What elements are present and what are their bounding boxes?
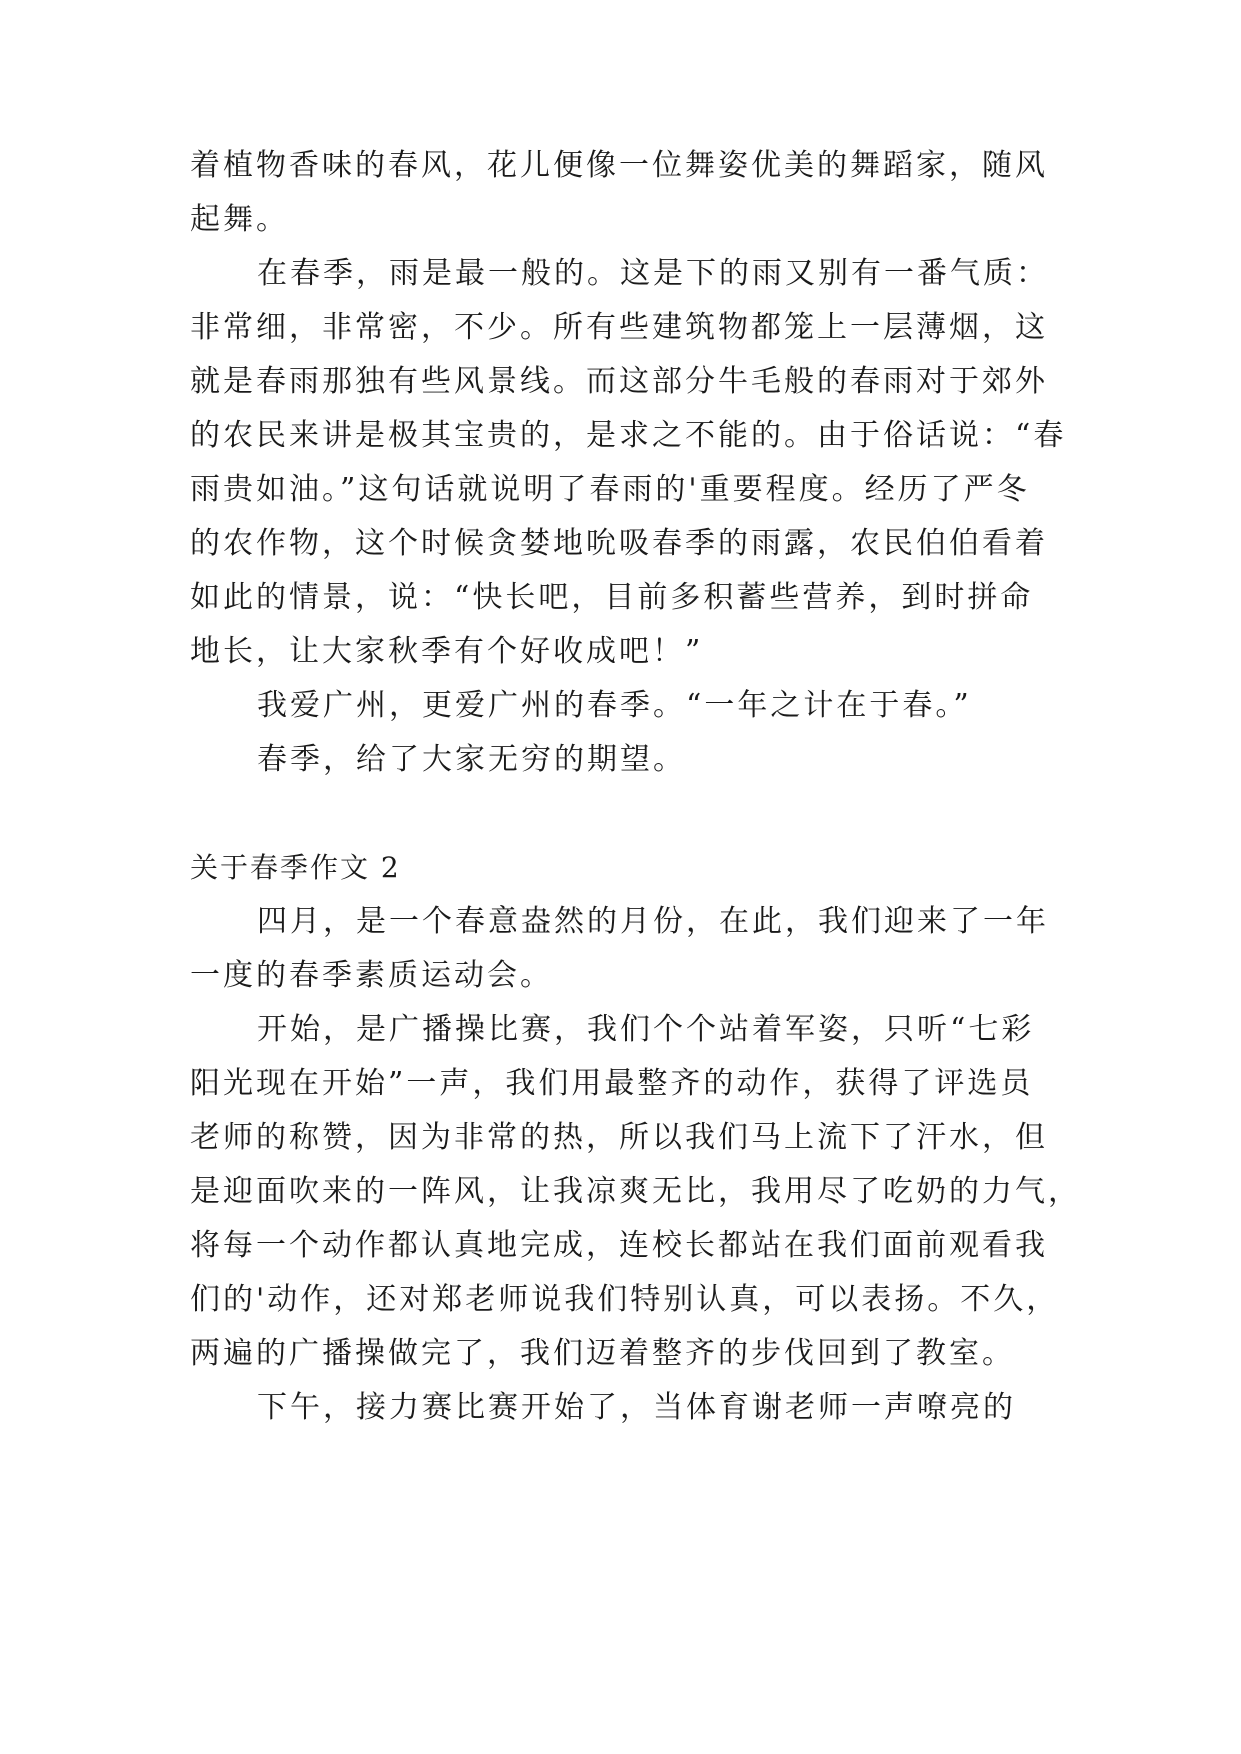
- text-line: 非常细，非常密，不少。所有些建筑物都笼上一层薄烟，这: [190, 310, 1048, 345]
- paragraph-start: 春季，给了大家无穷的期望。: [257, 742, 686, 777]
- text-line: 是迎面吹来的一阵风，让我凉爽无比，我用尽了吃奶的力气，: [190, 1174, 1081, 1209]
- text-line: 着植物香味的春风，花儿便像一位舞姿优美的舞蹈家，随风: [190, 148, 1048, 183]
- text-line: 如此的情景，说：“快长吧，目前多积蓄些营养，到时拼命: [190, 580, 1034, 615]
- section-heading: 关于春季作文 2: [190, 851, 401, 884]
- paragraph-start: 四月，是一个春意盎然的月份，在此，我们迎来了一年: [257, 904, 1049, 939]
- text-line: 的农民来讲是极其宝贵的，是求之不能的。由于俗话说：“春: [190, 418, 1067, 453]
- text-line: 阳光现在开始”一声，我们用最整齐的动作，获得了评选员: [190, 1066, 1034, 1101]
- paragraph-start: 我爱广州，更爱广州的春季。“一年之计在于春。”: [257, 688, 972, 723]
- text-line: 老师的称赞，因为非常的热，所以我们马上流下了汗水，但: [190, 1120, 1048, 1155]
- text-line: 起舞。: [190, 202, 289, 237]
- text-line: 一度的春季素质运动会。: [190, 958, 553, 993]
- text-line: 就是春雨那独有些风景线。而这部分牛毛般的春雨对于郊外: [190, 364, 1048, 399]
- text-line: 雨贵如油。”这句话就说明了春雨的'重要程度。经历了严冬: [190, 472, 1030, 507]
- paragraph-start: 开始，是广播操比赛，我们个个站着军姿，只听“七彩: [257, 1012, 1035, 1047]
- text-line: 两遍的广播操做完了，我们迈着整齐的步伐回到了教室。: [190, 1336, 1015, 1371]
- text-line: 们的'动作，还对郑老师说我们特别认真，可以表扬。不久，: [190, 1282, 1060, 1317]
- text-line: 的农作物，这个时候贪婪地吮吸春季的雨露，农民伯伯看着: [190, 526, 1048, 561]
- paragraph-start: 下午，接力赛比赛开始了，当体育谢老师一声嘹亮的: [257, 1390, 1016, 1425]
- text-line: 地长，让大家秋季有个好收成吧！”: [190, 634, 704, 669]
- text-line: 将每一个动作都认真地完成，连校长都站在我们面前观看我: [190, 1228, 1048, 1263]
- paragraph-start: 在春季，雨是最一般的。这是下的雨又别有一番气质：: [257, 256, 1049, 291]
